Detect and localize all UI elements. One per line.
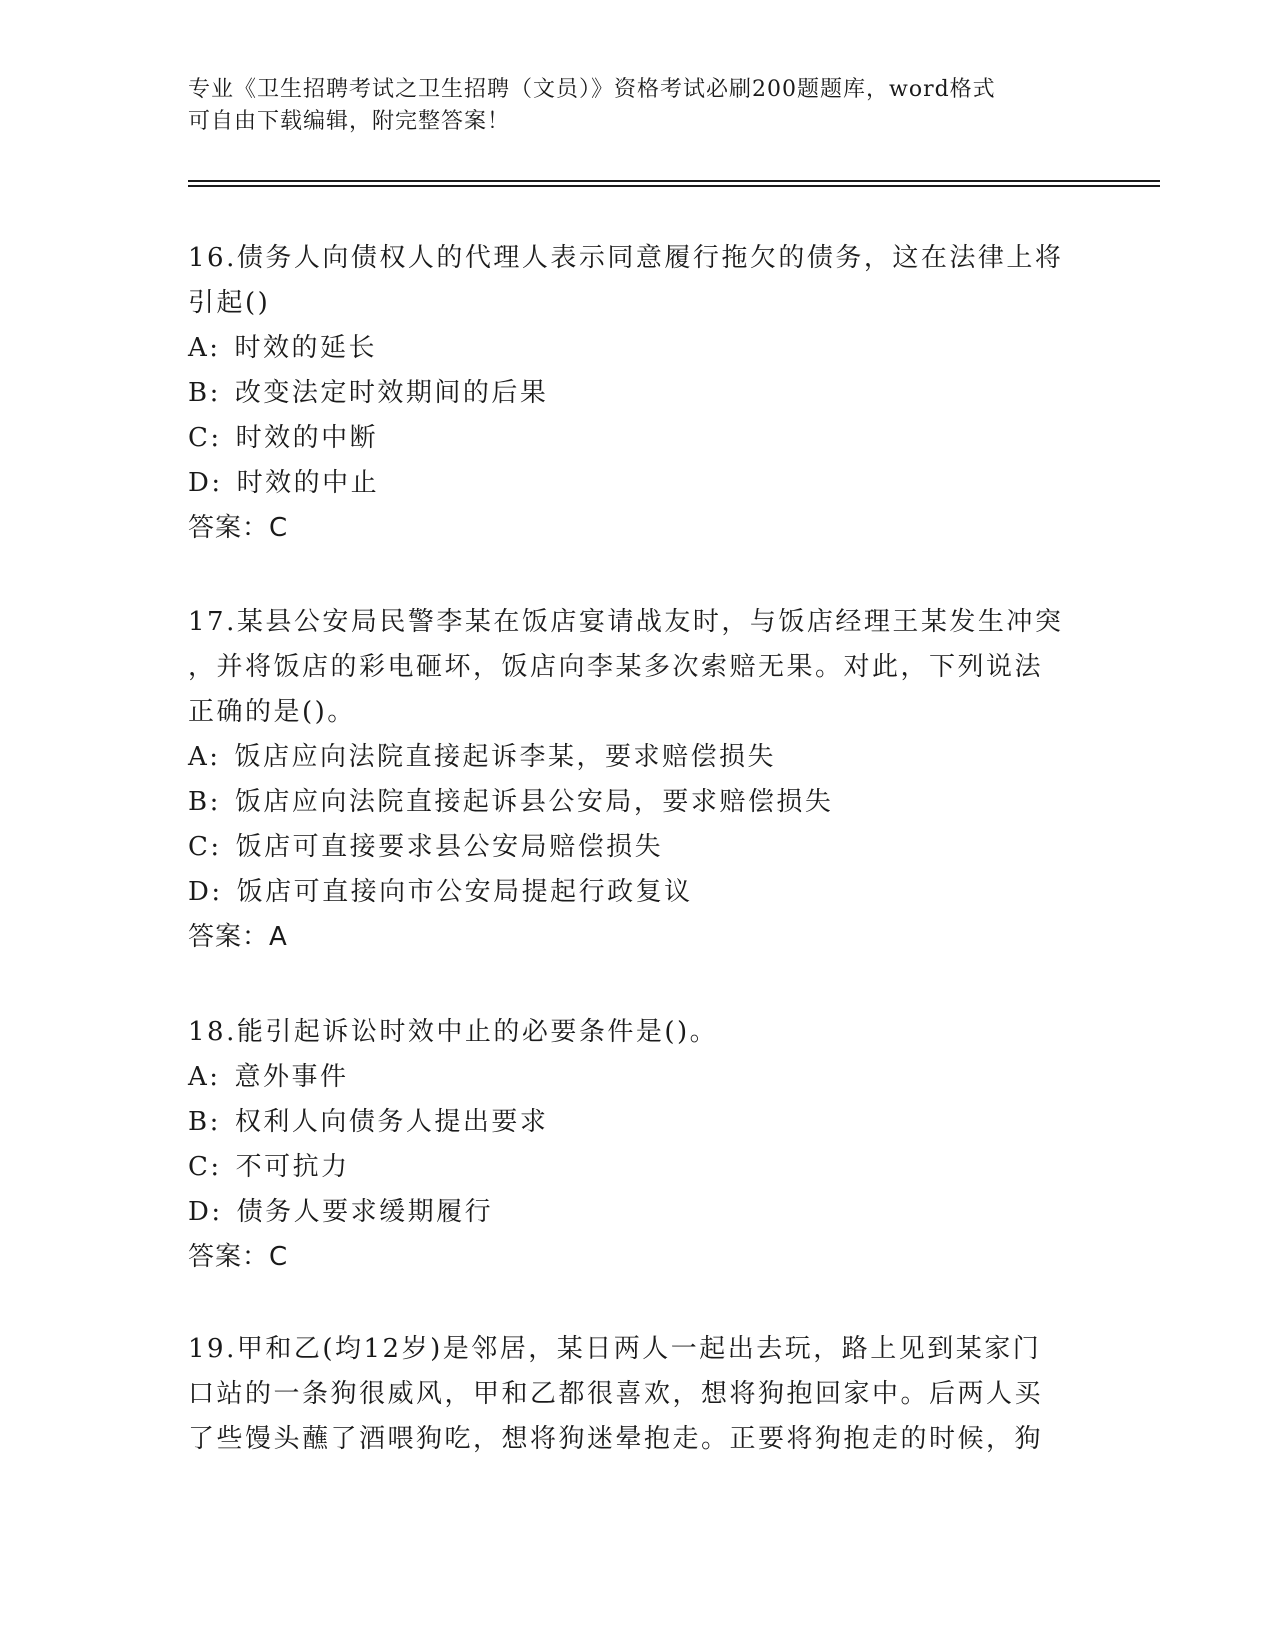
option-letter: C: bbox=[188, 423, 222, 453]
option-letter: B: bbox=[188, 378, 221, 408]
option-d bbox=[188, 1190, 1088, 1235]
option-a bbox=[188, 735, 1088, 780]
option-a bbox=[188, 326, 1088, 371]
option-c bbox=[188, 825, 1088, 870]
option-letter: C: bbox=[188, 832, 222, 862]
option-d bbox=[188, 870, 1088, 915]
question-17 bbox=[188, 600, 1088, 960]
question-text-line: 正确的是()。 bbox=[188, 697, 356, 727]
header-divider-bottom bbox=[188, 185, 1160, 187]
question-19 bbox=[188, 1327, 1088, 1462]
option-text: 改变法定时效期间的后果 bbox=[234, 378, 549, 408]
header-line-2: 可自由下载编辑，附完整答案！ bbox=[188, 109, 511, 134]
question-text-line: 19.甲和乙(均12岁)是邻居，某日两人一起出去玩，路上见到某家门 bbox=[188, 1334, 1042, 1364]
option-letter: D: bbox=[188, 1197, 223, 1227]
option-text: 不可抗力 bbox=[235, 1152, 350, 1182]
question-18 bbox=[188, 1010, 1088, 1280]
question-text-line: 16.债务人向债权人的代理人表示同意履行拖欠的债务，这在法律上将 bbox=[188, 243, 1064, 273]
answer-line: 答案：A bbox=[188, 922, 288, 952]
option-text: 时效的中断 bbox=[235, 423, 379, 453]
option-letter: C: bbox=[188, 1152, 222, 1182]
question-text-line: 了些馒头蘸了酒喂狗吃，想将狗迷晕抱走。正要将狗抱走的时候，狗 bbox=[188, 1424, 1044, 1454]
option-text: 饭店可直接向市公安局提起行政复议 bbox=[236, 877, 693, 907]
option-text: 饭店可直接要求县公安局赔偿损失 bbox=[235, 832, 664, 862]
question-text-line: 17.某县公安局民警李某在饭店宴请战友时，与饭店经理王某发生冲突 bbox=[188, 607, 1064, 637]
question-text-line: 口站的一条狗很威风，甲和乙都很喜欢，想将狗抱回家中。后两人买 bbox=[188, 1379, 1044, 1409]
option-letter: A: bbox=[188, 333, 221, 363]
option-b bbox=[188, 371, 1088, 416]
question-16 bbox=[188, 236, 1088, 551]
option-text: 意外事件 bbox=[234, 1062, 349, 1092]
option-c bbox=[188, 416, 1088, 461]
header-divider-top bbox=[188, 180, 1160, 182]
option-d bbox=[188, 461, 1088, 506]
option-b bbox=[188, 1100, 1088, 1145]
option-letter: A: bbox=[188, 742, 221, 772]
option-letter: A: bbox=[188, 1062, 221, 1092]
option-text: 债务人要求缓期履行 bbox=[236, 1197, 494, 1227]
answer-line: 答案：C bbox=[188, 1242, 289, 1272]
option-text: 时效的延长 bbox=[234, 333, 378, 363]
answer-line: 答案：C bbox=[188, 513, 289, 543]
option-text: 饭店应向法院直接起诉县公安局，要求赔偿损失 bbox=[234, 787, 834, 817]
header-line-1: 专业《卫生招聘考试之卫生招聘（文员）》资格考试必刷200题题库，word格式 bbox=[188, 77, 996, 102]
option-c bbox=[188, 1145, 1088, 1190]
document-header bbox=[188, 74, 1088, 138]
option-letter: D: bbox=[188, 468, 223, 498]
question-text-line: 18.能引起诉讼时效中止的必要条件是()。 bbox=[188, 1017, 719, 1047]
question-text-line: ，并将饭店的彩电砸坏，饭店向李某多次索赔无果。对此，下列说法 bbox=[188, 652, 1044, 682]
option-b bbox=[188, 780, 1088, 825]
option-letter: B: bbox=[188, 787, 221, 817]
option-letter: D: bbox=[188, 877, 223, 907]
option-text: 饭店应向法院直接起诉李某，要求赔偿损失 bbox=[234, 742, 777, 772]
option-text: 时效的中止 bbox=[236, 468, 380, 498]
option-letter: B: bbox=[188, 1107, 221, 1137]
option-text: 权利人向债务人提出要求 bbox=[234, 1107, 549, 1137]
option-a bbox=[188, 1055, 1088, 1100]
question-text-line: 引起() bbox=[188, 288, 271, 318]
